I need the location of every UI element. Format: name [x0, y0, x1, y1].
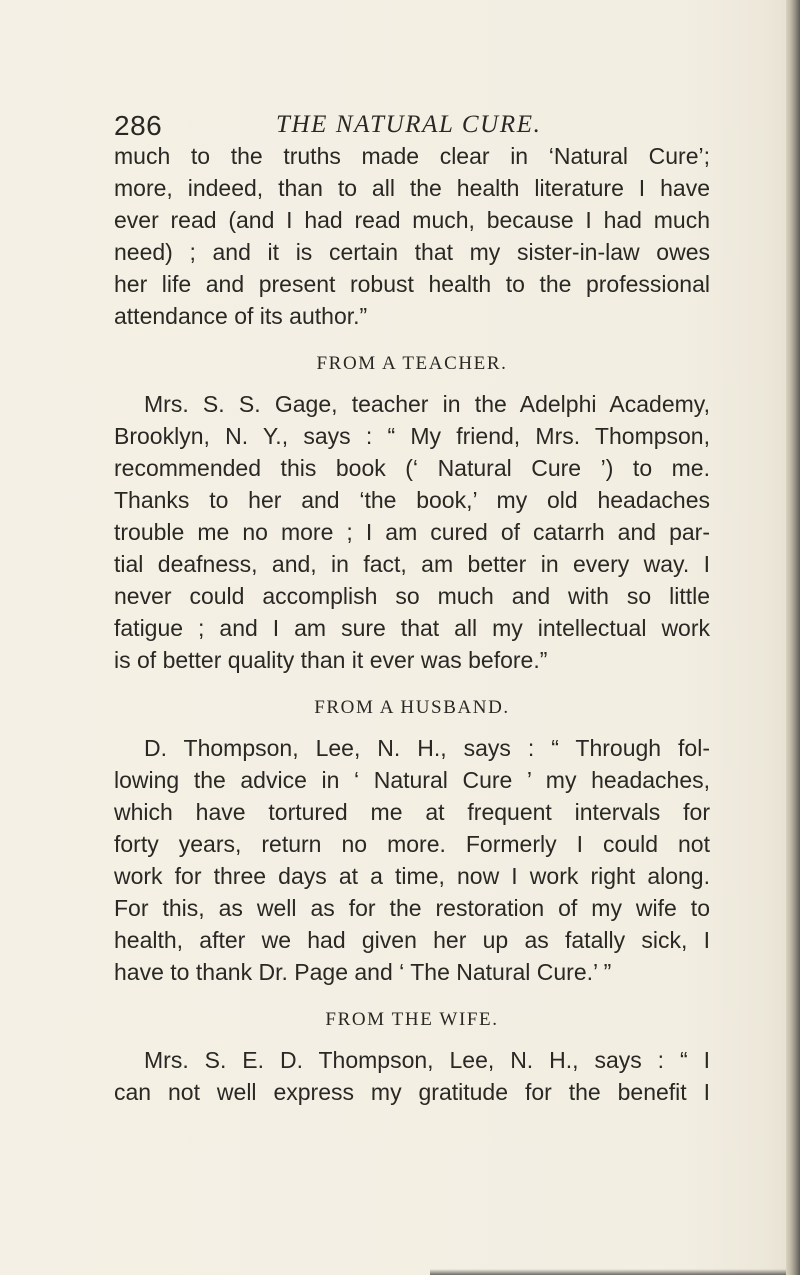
text-line: Brooklyn, N. Y., says : “ My friend, Mrs. Thompson,: [114, 423, 710, 449]
text-line: have to thank Dr. Page and ‘ The Natural Cure.’ ”: [114, 959, 612, 985]
text-line: more, indeed, than to all the health literature I have: [114, 175, 710, 201]
paragraph-continued: [114, 140, 710, 332]
text-line: Mrs. S. E. D. Thompson, Lee, N. H., says : “ I: [144, 1047, 710, 1073]
text-line: D. Thompson, Lee, N. H., says : “ Through fol-: [144, 735, 710, 761]
text-line: need) ; and it is certain that my sister-in-law owes: [114, 239, 710, 265]
text-line: is of better quality than it ever was before.”: [114, 647, 548, 673]
page-body: [114, 140, 710, 1108]
text-line: never could accomplish so much and with so little: [114, 583, 710, 609]
text-line: For this, as well as for the restoration of my wife to: [114, 895, 710, 921]
text-line: lowing the advice in ‘ Natural Cure ’ my headaches,: [114, 767, 710, 793]
bottom-edge-shadow: [430, 1269, 786, 1275]
text-line: recommended this book (‘ Natural Cure ’) to me.: [114, 455, 710, 481]
text-line: her life and present robust health to the professional: [114, 271, 710, 297]
text-line: forty years, return no more. Formerly I could not: [114, 831, 710, 857]
section-heading-teacher: FROM A TEACHER.: [316, 353, 508, 374]
text-line: can not well express my gratitude for the benefit I: [114, 1079, 710, 1105]
text-line: attendance of its author.”: [114, 303, 368, 329]
text-line: work for three days at a time, now I work right along.: [114, 863, 710, 889]
text-line: Mrs. S. S. Gage, teacher in the Adelphi Academy,: [144, 391, 710, 417]
paragraph-husband: [114, 732, 710, 988]
text-line: tial deafness, and, in fact, am better in every way. I: [114, 551, 710, 577]
text-line: fatigue ; and I am sure that all my intellectual work: [114, 615, 710, 641]
text-line: trouble me no more ; I am cured of catarrh and par-: [114, 519, 710, 545]
text-line: health, after we had given her up as fatally sick, I: [114, 927, 710, 953]
section-heading-wife: FROM THE WIFE.: [325, 1009, 499, 1030]
page-edge-shadow: [786, 0, 800, 1275]
text-line: which have tortured me at frequent intervals for: [114, 799, 710, 825]
section-heading-husband: FROM A HUSBAND.: [314, 697, 510, 718]
text-line: ever read (and I had read much, because I had much: [114, 207, 710, 233]
paragraph-teacher: [114, 388, 710, 676]
text-line: much to the truths made clear in ‘Natural Cure’;: [114, 143, 710, 169]
text-line: Thanks to her and ‘the book,’ my old headaches: [114, 487, 710, 513]
paragraph-wife: [114, 1044, 710, 1108]
page-number: 286: [114, 110, 163, 141]
running-head-title: THE NATURAL CURE.: [276, 111, 542, 138]
